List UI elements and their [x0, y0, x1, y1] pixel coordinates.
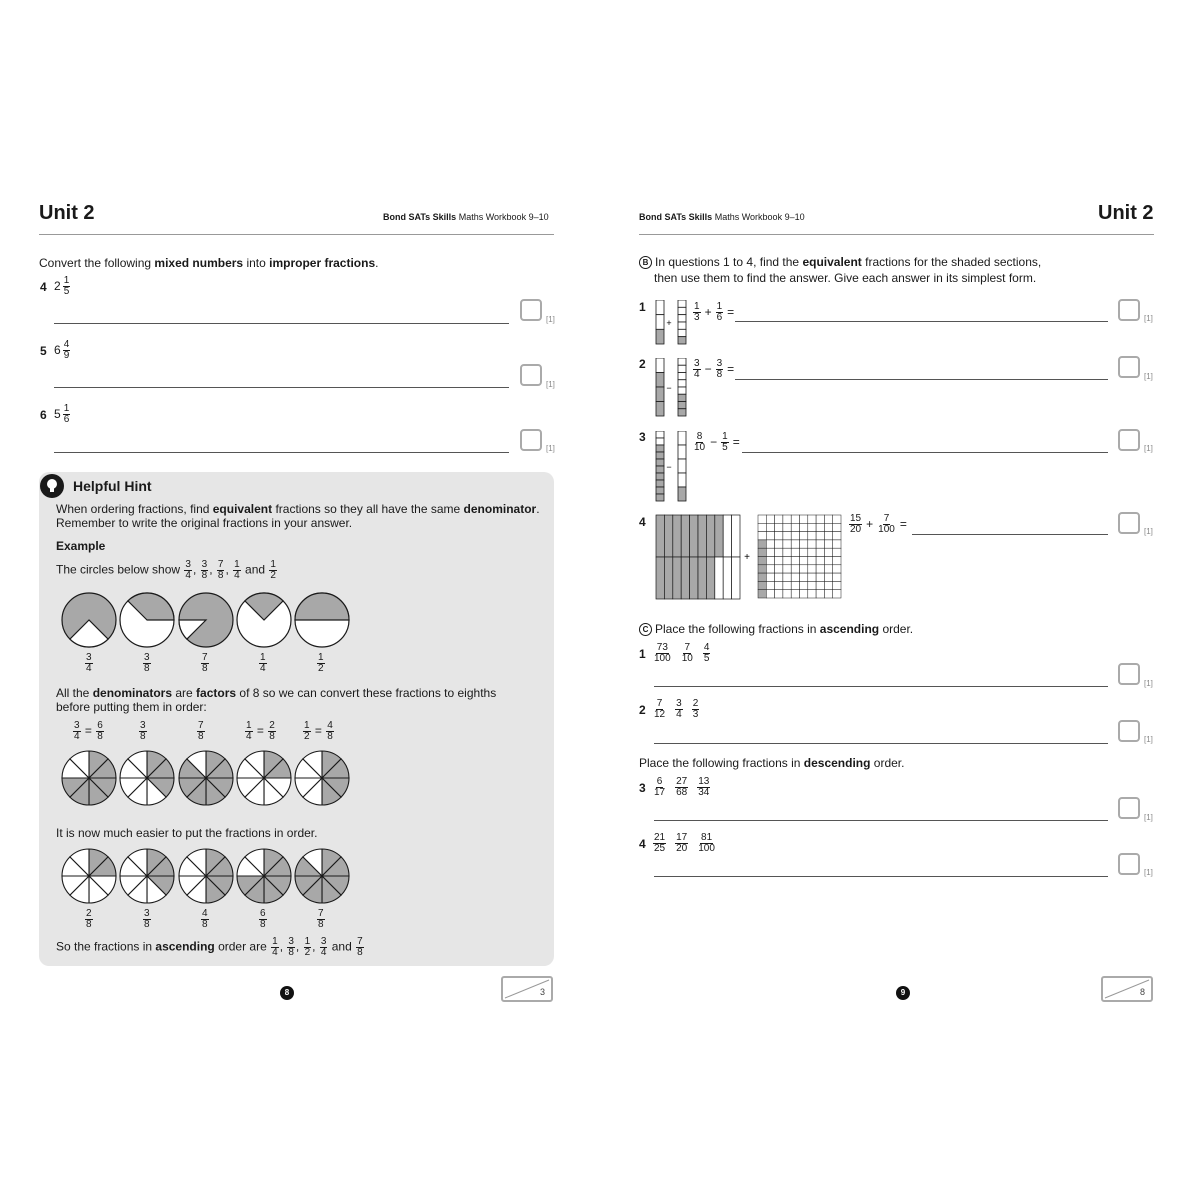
mark-label: [1] — [1144, 372, 1153, 381]
circle-label: $\frac{3}{8}$ — [144, 908, 150, 930]
grid-cell — [758, 515, 766, 523]
grid-cell — [808, 581, 816, 589]
grid-cell — [783, 515, 791, 523]
mark-label: [1] — [1144, 444, 1153, 453]
answer-line[interactable] — [654, 743, 1108, 744]
grid-cell — [816, 523, 824, 531]
grid-cell — [698, 515, 706, 557]
grid-cell — [715, 515, 723, 557]
bar-cell — [678, 337, 686, 344]
grid-cell — [800, 573, 808, 581]
eighths-circle — [120, 849, 174, 903]
grid-cell — [833, 573, 841, 581]
section-b-instruction: then use them to find the answer. Give each answer in its simplest form. — [654, 271, 1037, 285]
grid-cell — [766, 540, 774, 548]
answer-line[interactable] — [735, 379, 1108, 380]
eighths-circle — [295, 751, 349, 805]
book-title: Bond SATs Skills Maths Workbook 9–10 — [383, 212, 549, 222]
grid-cell — [824, 532, 832, 540]
grid-cell — [824, 540, 832, 548]
answer-box[interactable] — [1118, 356, 1140, 378]
bar-cell — [656, 445, 664, 452]
score-total: 3 — [539, 987, 545, 997]
score-box[interactable] — [1101, 976, 1153, 1002]
grid-cell — [808, 573, 816, 581]
grid-cell — [766, 557, 774, 565]
grid-cell — [808, 523, 816, 531]
denominators-text: All the denominators are factors of 8 so we can convert these fractions to eighths — [56, 686, 497, 700]
grid-cell — [808, 590, 816, 598]
grid-cell — [758, 532, 766, 540]
circle-label: $\frac{4}{8}$ — [202, 908, 208, 930]
grid-cell — [783, 523, 791, 531]
answer-box[interactable] — [1118, 429, 1140, 451]
circles-caption: The circles below show $\frac{3}{4}$ , $\frac{3}{8}$ , $\frac{7}{8}$ , $\frac{1}{4}$ and $\frac{1}{2}$ — [56, 559, 276, 581]
answer-line[interactable] — [735, 321, 1108, 322]
bar-diagram — [654, 431, 694, 503]
grid-cell — [816, 548, 824, 556]
answer-line[interactable] — [54, 323, 509, 324]
bar-cell — [656, 466, 664, 473]
grid-cell — [800, 532, 808, 540]
answer-line[interactable] — [54, 387, 509, 388]
denominators-text: before putting them in order: — [56, 700, 207, 714]
instruction-text: Convert the following mixed numbers into improper fractions. — [39, 256, 379, 270]
bar-cell — [678, 431, 686, 445]
grid-cell — [690, 515, 698, 557]
grid-cell — [664, 515, 672, 557]
grid-cell — [766, 590, 774, 598]
grid-cell — [808, 532, 816, 540]
grid-cell — [766, 532, 774, 540]
hint-text: Remember to write the original fractions in your answer. — [56, 516, 353, 530]
bar-cell — [656, 387, 664, 402]
answer-box[interactable] — [1118, 853, 1140, 875]
bar-cell — [678, 358, 686, 365]
mark-label: [1] — [1144, 868, 1153, 877]
grid-cell — [783, 581, 791, 589]
header-rule — [39, 234, 554, 235]
unit-title: Unit 2 — [39, 202, 95, 224]
grid-cell — [808, 515, 816, 523]
b-equation: $\frac{8}{10}$ − $\frac{1}{5}$ = — [694, 431, 740, 453]
answer-box[interactable] — [520, 429, 542, 451]
grid-cell — [783, 573, 791, 581]
bar-cell — [656, 452, 664, 459]
grid-cell — [800, 515, 808, 523]
equivalence-label: $\frac{3}{8}$ — [140, 720, 146, 742]
eighths-circle — [295, 849, 349, 903]
grid-cell — [783, 532, 791, 540]
circle-label: $\frac{3}{4}$ — [86, 652, 92, 674]
eighths-circles-row-2 — [60, 748, 352, 808]
answer-line[interactable] — [654, 820, 1108, 821]
grid-cell — [816, 590, 824, 598]
grid-cell — [791, 548, 799, 556]
bar-cell — [656, 402, 664, 417]
grid-cell — [824, 573, 832, 581]
grid-cell — [783, 557, 791, 565]
bar-cell — [656, 494, 664, 501]
grid-cell — [833, 590, 841, 598]
grid-cell — [816, 573, 824, 581]
operator-symbol: + — [744, 552, 750, 563]
fraction-circles-row-1 — [60, 590, 352, 650]
example-label: Example — [56, 539, 106, 553]
operator-symbol: − — [666, 383, 672, 393]
score-box[interactable] — [501, 976, 553, 1002]
question-number: 4 — [639, 515, 646, 529]
answer-box[interactable] — [520, 299, 542, 321]
section-letter: B — [639, 256, 652, 269]
grid-cell — [766, 523, 774, 531]
easier-text: It is now much easier to put the fractions in order. — [56, 826, 318, 840]
grid-cell — [808, 565, 816, 573]
bar-cell — [656, 373, 664, 388]
grid-cell — [824, 515, 832, 523]
grid-cell — [791, 523, 799, 531]
grid-cell — [783, 565, 791, 573]
grid-cell — [783, 548, 791, 556]
page-number: 8 — [280, 986, 294, 1000]
bar-cell — [656, 300, 664, 315]
answer-box[interactable] — [1118, 299, 1140, 321]
grid-cell — [775, 532, 783, 540]
answer-box[interactable] — [520, 364, 542, 386]
grid-cell — [791, 557, 799, 565]
bar-cell — [678, 315, 686, 322]
fractions-list: $\frac{73}{100}$ $\frac{7}{10}$ $\frac{4}{5}$ — [654, 642, 710, 664]
unit-title: Unit 2 — [1098, 202, 1154, 224]
b-equation: $\frac{1}{3}$ + $\frac{1}{6}$ = — [694, 301, 735, 323]
grid-cell — [758, 548, 766, 556]
grid-cell — [791, 581, 799, 589]
grid-cell — [758, 540, 766, 548]
grid-cell — [732, 515, 740, 557]
grid-cell — [664, 557, 672, 599]
mark-label: [1] — [1144, 679, 1153, 688]
operator-symbol: − — [666, 462, 672, 472]
eighths-circle — [62, 751, 116, 805]
grid-cell — [681, 515, 689, 557]
grid-cell — [766, 581, 774, 589]
eighths-circle — [179, 751, 233, 805]
grid-cell — [715, 557, 723, 599]
grid-cell — [833, 540, 841, 548]
grid-cell — [758, 565, 766, 573]
bar-cell — [656, 358, 664, 373]
bar-cell — [656, 315, 664, 330]
bar-cell — [656, 487, 664, 494]
question-number: 2 — [639, 703, 646, 717]
bar-cell — [656, 431, 664, 438]
grid-cell — [816, 515, 824, 523]
grid-cell — [791, 532, 799, 540]
b-equation: $\frac{15}{20}$ + $\frac{7}{100}$ = — [850, 513, 907, 535]
grid-cell — [833, 565, 841, 573]
grid-cell — [706, 515, 714, 557]
circle-label: $\frac{3}{8}$ — [144, 652, 150, 674]
fraction-circle — [179, 593, 233, 647]
page-number: 9 — [896, 986, 910, 1000]
fraction-circle — [295, 593, 349, 647]
grid-cell — [783, 590, 791, 598]
bar-cell — [678, 409, 686, 416]
bar-cell — [678, 300, 686, 307]
hint-title: Helpful Hint — [73, 478, 152, 494]
mark-label: [1] — [1144, 735, 1153, 744]
bar-cell — [678, 402, 686, 409]
fractions-list: $\frac{6}{17}$ $\frac{27}{68}$ $\frac{13}{34}$ — [654, 776, 710, 798]
grid-cell — [824, 523, 832, 531]
grid-cell — [824, 557, 832, 565]
question-number: 3 — [639, 781, 646, 795]
grid-cell — [673, 515, 681, 557]
grid-cell — [766, 548, 774, 556]
equivalence-label: $\frac{7}{8}$ — [198, 720, 204, 742]
grid-cell — [758, 581, 766, 589]
grid-cell — [824, 590, 832, 598]
grid-cell — [824, 581, 832, 589]
grid-cell — [791, 540, 799, 548]
grid-cell — [791, 565, 799, 573]
bar-diagram — [654, 358, 694, 418]
mixed-number: 2 $\frac{1}{5}$ — [54, 275, 70, 297]
question-number: 1 — [639, 300, 646, 314]
right-page — [600, 0, 1200, 1200]
grid-cell — [758, 573, 766, 581]
grid-cell — [800, 557, 808, 565]
grid-cell — [758, 557, 766, 565]
section-b-instruction: B In questions 1 to 4, find the equivalent fractions for the shaded sections, — [639, 255, 1041, 270]
grid-cell — [656, 557, 664, 599]
grid-cell — [775, 565, 783, 573]
circle-label: $\frac{1}{2}$ — [318, 652, 324, 674]
grid-cell — [800, 540, 808, 548]
bar-cell — [678, 307, 686, 314]
grid-cell — [833, 557, 841, 565]
grid-cell — [775, 515, 783, 523]
answer-box[interactable] — [1118, 797, 1140, 819]
bar-cell — [656, 480, 664, 487]
grid-cell — [723, 515, 731, 557]
question-number: 3 — [639, 430, 646, 444]
grid-cell — [833, 532, 841, 540]
grid-cell — [816, 540, 824, 548]
grid-cell — [775, 590, 783, 598]
bar-cell — [656, 459, 664, 466]
mark-label: [1] — [1144, 813, 1153, 822]
bar-cell — [678, 394, 686, 401]
answer-box[interactable] — [1118, 512, 1140, 534]
section-letter: C — [639, 623, 652, 636]
question-number: 4 — [40, 280, 47, 294]
grid-cell — [833, 523, 841, 531]
answer-line[interactable] — [912, 534, 1108, 535]
answer-box[interactable] — [1118, 720, 1140, 742]
grid-cell — [800, 548, 808, 556]
grid-cell — [808, 548, 816, 556]
grid-cell — [824, 548, 832, 556]
mixed-number: 6 $\frac{4}{9}$ — [54, 339, 70, 361]
grid-cell — [816, 532, 824, 540]
fractions-list: $\frac{7}{12}$ $\frac{3}{4}$ $\frac{2}{3}$ — [654, 698, 699, 720]
grid-cell — [791, 515, 799, 523]
mark-label: [1] — [546, 315, 555, 324]
grid-cell — [816, 565, 824, 573]
grid-cell — [758, 590, 766, 598]
bar-cell — [678, 387, 686, 394]
grid-cell — [656, 515, 664, 557]
eighths-circle — [120, 751, 174, 805]
bar-cell — [678, 473, 686, 487]
grid-cell — [800, 565, 808, 573]
question-number: 5 — [40, 344, 47, 358]
grid-cell — [698, 557, 706, 599]
lightbulb-icon — [40, 474, 64, 498]
mixed-number: 5 $\frac{1}{6}$ — [54, 403, 70, 425]
mark-label: [1] — [1144, 527, 1153, 536]
eighths-circle — [179, 849, 233, 903]
equivalence-label: $\frac{1}{4}$ = $\frac{2}{8}$ — [246, 720, 275, 742]
circle-label: $\frac{6}{8}$ — [260, 908, 266, 930]
question-number: 6 — [40, 408, 47, 422]
grid-cell — [732, 557, 740, 599]
operator-symbol: + — [666, 318, 672, 328]
circle-label: $\frac{1}{4}$ — [260, 652, 266, 674]
score-total: 8 — [1139, 987, 1145, 997]
grid-cell — [766, 565, 774, 573]
grid-cell — [808, 557, 816, 565]
fraction-circle — [120, 593, 174, 647]
question-number: 1 — [639, 647, 646, 661]
question-number: 4 — [639, 837, 646, 851]
bar-cell — [678, 487, 686, 501]
grid-cell — [833, 581, 841, 589]
grid-cell — [775, 548, 783, 556]
equivalence-label: $\frac{3}{4}$ = $\frac{6}{8}$ — [74, 720, 103, 742]
hint-text: When ordering fractions, find equivalent fractions so they all have the same denominator. — [56, 502, 540, 516]
bar-cell — [656, 438, 664, 445]
bar-cell — [678, 365, 686, 372]
eighths-circle — [237, 751, 291, 805]
section-c-instruction: C Place the following fractions in ascending order. — [639, 622, 913, 637]
bar-cell — [678, 445, 686, 459]
answer-line[interactable] — [654, 876, 1108, 877]
grid-cell — [766, 573, 774, 581]
bar-cell — [678, 459, 686, 473]
fractions-list: $\frac{21}{25}$ $\frac{17}{20}$ $\frac{81}{100}$ — [654, 832, 715, 854]
grid-cell — [816, 581, 824, 589]
grid-cell — [775, 573, 783, 581]
grid-cell — [775, 557, 783, 565]
answer-line[interactable] — [654, 686, 1108, 687]
bar-cell — [678, 329, 686, 336]
mark-label: [1] — [1144, 314, 1153, 323]
grid-cell — [791, 573, 799, 581]
grid-cell — [800, 590, 808, 598]
answer-box[interactable] — [1118, 663, 1140, 685]
circle-label: $\frac{7}{8}$ — [318, 908, 324, 930]
bar-cell — [678, 322, 686, 329]
grid-cell — [690, 557, 698, 599]
question-number: 2 — [639, 357, 646, 371]
circle-label: $\frac{2}{8}$ — [86, 908, 92, 930]
grid-cell — [824, 565, 832, 573]
bar-diagram — [654, 300, 694, 348]
fraction-circle — [62, 593, 116, 647]
fraction-circle — [237, 593, 291, 647]
grid-cell — [808, 540, 816, 548]
book-title: Bond SATs Skills Maths Workbook 9–10 — [639, 212, 805, 222]
grid-cell — [833, 515, 841, 523]
header-rule — [639, 234, 1154, 235]
equivalence-label: $\frac{1}{2}$ = $\frac{4}{8}$ — [304, 720, 333, 742]
grid-cell — [833, 548, 841, 556]
bar-cell — [656, 473, 664, 480]
circle-label: $\frac{7}{8}$ — [202, 652, 208, 674]
grid-cell — [681, 557, 689, 599]
eighths-circle — [237, 849, 291, 903]
grid-cell — [775, 540, 783, 548]
grid-cell — [775, 523, 783, 531]
bar-cell — [678, 373, 686, 380]
eighths-circles-row-3 — [60, 846, 352, 906]
grid-cell — [791, 590, 799, 598]
grid-cell — [723, 557, 731, 599]
bar-cell — [678, 380, 686, 387]
grid-cell — [783, 540, 791, 548]
eighths-circle — [62, 849, 116, 903]
mark-label: [1] — [546, 444, 555, 453]
grid-cell — [816, 557, 824, 565]
answer-line[interactable] — [742, 452, 1108, 453]
grid-cell — [673, 557, 681, 599]
grid-cell — [775, 581, 783, 589]
grid-cell — [758, 523, 766, 531]
ascending-summary: So the fractions in ascending order are $\frac{1}{4}$ , $\frac{3}{8}$ , $\frac{1}{2}$ , $\frac{3}{4}$ and $\frac{7}{8}$ — [56, 936, 363, 958]
mark-label: [1] — [546, 380, 555, 389]
bar-cell — [656, 329, 664, 344]
grid-cell — [800, 523, 808, 531]
answer-line[interactable] — [54, 452, 509, 453]
grid-cell — [706, 557, 714, 599]
b-equation: $\frac{3}{4}$ − $\frac{3}{8}$ = — [694, 358, 735, 380]
grid-cell — [800, 581, 808, 589]
descending-instruction: Place the following fractions in descending order. — [639, 756, 905, 770]
grid-cell — [766, 515, 774, 523]
